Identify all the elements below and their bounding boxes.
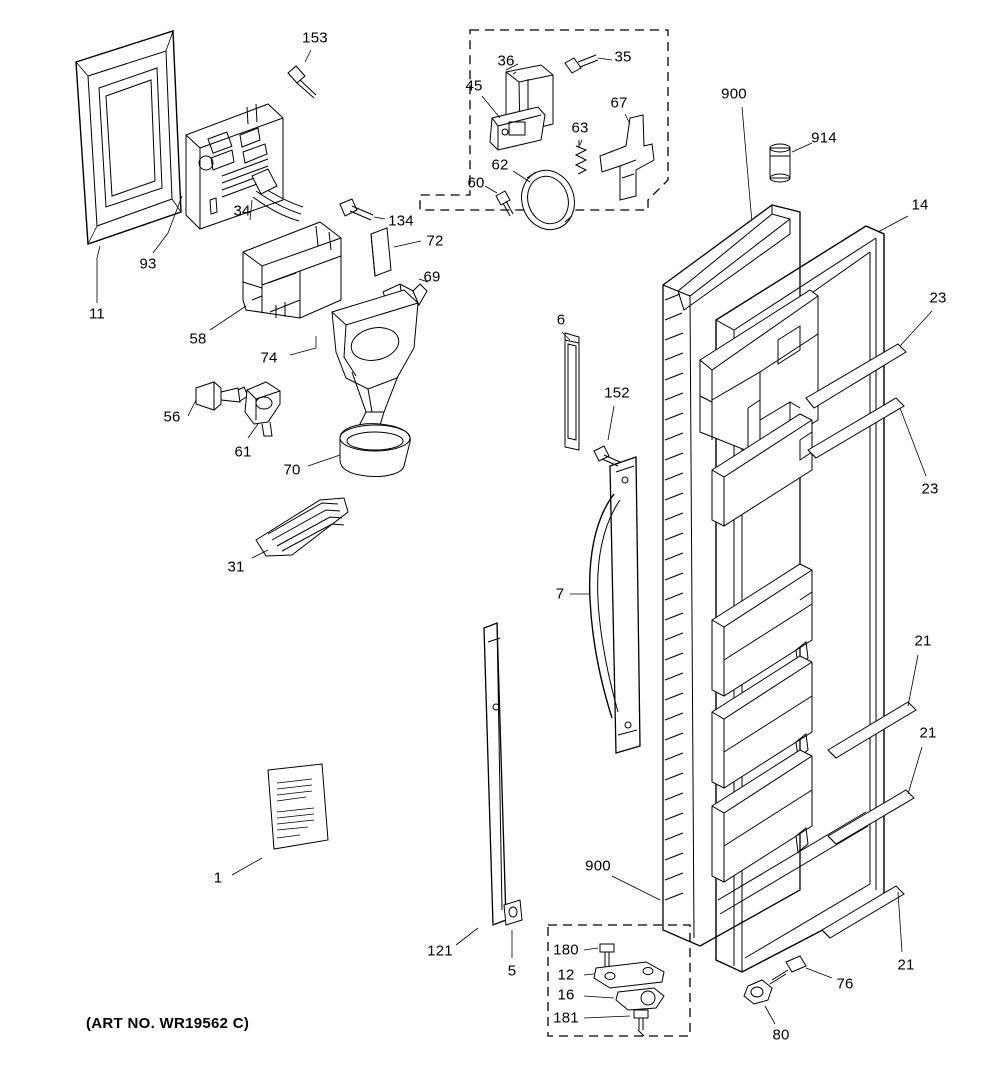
part-70-collar-ring [308,424,410,477]
part-23-shelf-bar-upper [806,311,932,408]
callout-6: 6 [556,311,566,329]
callout-21-a: 21 [914,632,932,650]
callout-35: 35 [614,48,632,66]
part-5-clip [504,900,522,958]
callout-93: 93 [139,255,157,273]
part-16-pin-bushing [584,988,664,1010]
callout-7: 7 [555,585,565,603]
leader-900-lower [612,876,660,900]
part-7-door-handle [570,457,640,753]
part-80-cap-nut [744,980,775,1024]
callout-23-lower: 23 [921,480,939,498]
callout-12: 12 [557,966,575,984]
part-23-shelf-bar-lower [808,398,926,476]
part-121-vertical-trim [456,623,506,945]
callout-60: 60 [467,174,485,192]
callout-56: 56 [163,408,181,426]
callout-36: 36 [497,52,515,70]
part-21-shelf-bar-3 [822,886,904,952]
part-153-screw [288,50,316,98]
callout-62: 62 [491,156,509,174]
callout-45: 45 [465,77,483,95]
part-76-bolt [770,956,832,984]
part-62-damper-cover [513,163,582,236]
part-181-screw [584,1010,648,1036]
callout-31: 31 [227,558,245,576]
part-134-screw [340,199,385,220]
part-152-screw [594,406,620,466]
part-60-screw [485,186,513,216]
callout-76: 76 [836,975,854,993]
callout-152: 152 [604,384,630,402]
callout-914: 914 [811,129,837,147]
part-56-nozzle [188,382,248,416]
callout-134: 134 [388,212,414,230]
callout-72: 72 [426,232,444,250]
callout-58: 58 [189,330,207,348]
leader-900-upper [742,107,752,222]
part-1-literature [232,764,328,875]
callout-14: 14 [911,196,929,214]
callout-21-b: 21 [919,724,937,742]
part-21-shelf-bar-1 [828,655,918,758]
part-61-actuator [245,382,280,438]
part-63-spring [576,140,586,174]
callout-69: 69 [423,268,441,286]
callout-63: 63 [571,119,589,137]
callout-180: 180 [553,941,579,959]
callout-5: 5 [507,962,517,980]
part-58-dispenser-housing [210,222,341,330]
callout-74: 74 [260,349,278,367]
callout-21-c: 21 [897,956,915,974]
callout-70: 70 [283,461,301,479]
callout-23-upper: 23 [929,289,947,307]
part-6-trim-strip [562,332,579,450]
part-12-hinge-plate [584,962,664,988]
callout-11: 11 [89,305,105,323]
callout-16: 16 [557,986,575,1004]
callout-153: 153 [302,29,328,47]
callout-900-upper: 900 [721,85,747,103]
part-914-cap [770,143,812,182]
callout-900-lower: 900 [585,857,611,875]
part-31-drip-tray [252,498,348,558]
callout-181: 181 [553,1009,579,1027]
callout-80: 80 [772,1026,790,1044]
callout-67: 67 [610,94,628,112]
art-number-label: (ART NO. WR19562 C) [86,1015,250,1032]
part-21-shelf-bar-2 [828,747,922,844]
part-67-lever-arm [600,114,654,200]
callout-61: 61 [234,443,252,461]
callout-34: 34 [233,202,251,220]
part-11-door-liner-frame [76,31,181,303]
freezer-door-assembly [663,205,908,972]
part-35-screw [565,55,612,73]
callout-121: 121 [427,942,453,960]
callout-1: 1 [213,869,223,887]
part-72-bracket [371,228,421,276]
